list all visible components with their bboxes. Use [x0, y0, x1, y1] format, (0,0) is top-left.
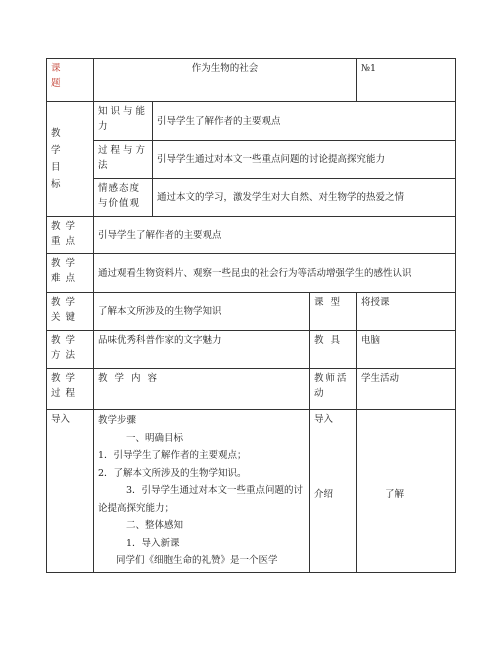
tool-label: 教 具: [310, 331, 357, 369]
step-line: 2．了解本文所涉及的生物学知识。: [98, 467, 247, 479]
goal-knowledge-text: 引导学生了解作者的主要观点: [153, 102, 456, 141]
goal-row-process: [47, 141, 456, 179]
crux-text: 了解本文所涉及的生物学知识: [94, 293, 310, 331]
goal-knowledge-label: 知识与能力: [94, 102, 153, 141]
crux-row: [47, 293, 456, 331]
step-line: 一、明确目标: [126, 432, 184, 444]
process-steps: [94, 410, 310, 573]
student-activity: [357, 410, 456, 573]
topic-label: 课 题: [47, 59, 94, 102]
step-line: 教学步骤: [98, 415, 137, 426]
difficulty-label: 教学难点: [47, 254, 94, 293]
teacher-activity-explain: 介绍: [314, 489, 334, 500]
goals-label-char: 学: [51, 145, 61, 156]
goals-label-char: 教: [51, 128, 61, 139]
goal-row-knowledge: [47, 102, 456, 141]
lesson-type-label: 课 型: [310, 293, 357, 331]
step-line: 1．引导学生了解作者的主要观点；: [98, 450, 247, 461]
goal-attitude-text: 通过本文的学习，激发学生对大自然、对生物学的热爱之情: [153, 179, 456, 217]
process-header-row: [47, 369, 456, 410]
step-line: 二、整体感知: [126, 520, 184, 531]
step-line: 1．导入新课: [126, 537, 180, 549]
lesson-number: №1: [357, 59, 456, 102]
difficulty-text: 通过观看生物资料片、观察一些昆虫的社会行为等活动增强学生的感性认识: [94, 254, 456, 293]
method-text: 品味优秀科普作家的文字魅力: [94, 331, 310, 369]
goal-process-text: 引导学生通过对本文一些重点问题的讨论提高探究能力: [153, 141, 456, 179]
key-point-row: [47, 217, 456, 254]
topic-title: 作为生物的社会: [94, 59, 357, 102]
method-label: 教学方法: [47, 331, 94, 369]
goal-process-label: 过程与方法: [94, 141, 153, 179]
goals-label-char: 目: [51, 162, 61, 173]
method-row: [47, 331, 456, 369]
process-content-label: 教 学 内 容: [94, 369, 310, 410]
key-point-text: 引导学生了解作者的主要观点: [94, 217, 456, 254]
goal-row-attitude: [47, 179, 456, 217]
tool-value: 电脑: [357, 331, 456, 369]
crux-label: 教学关键: [47, 293, 94, 331]
process-label: 教学过程: [47, 369, 94, 410]
lesson-plan-table: [46, 58, 456, 573]
teacher-activity-label: 教师活动: [310, 369, 357, 410]
header-row: [47, 59, 456, 102]
student-activity-label: 学生活动: [357, 369, 456, 410]
student-activity-understand: 了解: [385, 489, 405, 500]
key-point-label: 教学重点: [47, 217, 94, 254]
process-content-row: [47, 410, 456, 573]
process-phase: 导入: [47, 410, 94, 573]
goals-label-char: 标: [51, 179, 61, 190]
lesson-type-value: 将授课: [357, 293, 456, 331]
step-line: 同学们《细胞生命的礼赞》是一个医学: [116, 555, 278, 566]
goal-attitude-label: 情感态度与价值观: [94, 179, 153, 217]
teacher-activity-intro: 导入: [314, 414, 334, 425]
teacher-activity: [310, 410, 357, 573]
step-line: 3．引导学生通过对本文一些重点问题的讨论提高探究能力；: [98, 485, 304, 514]
goals-label: [47, 102, 94, 217]
difficulty-row: [47, 254, 456, 293]
